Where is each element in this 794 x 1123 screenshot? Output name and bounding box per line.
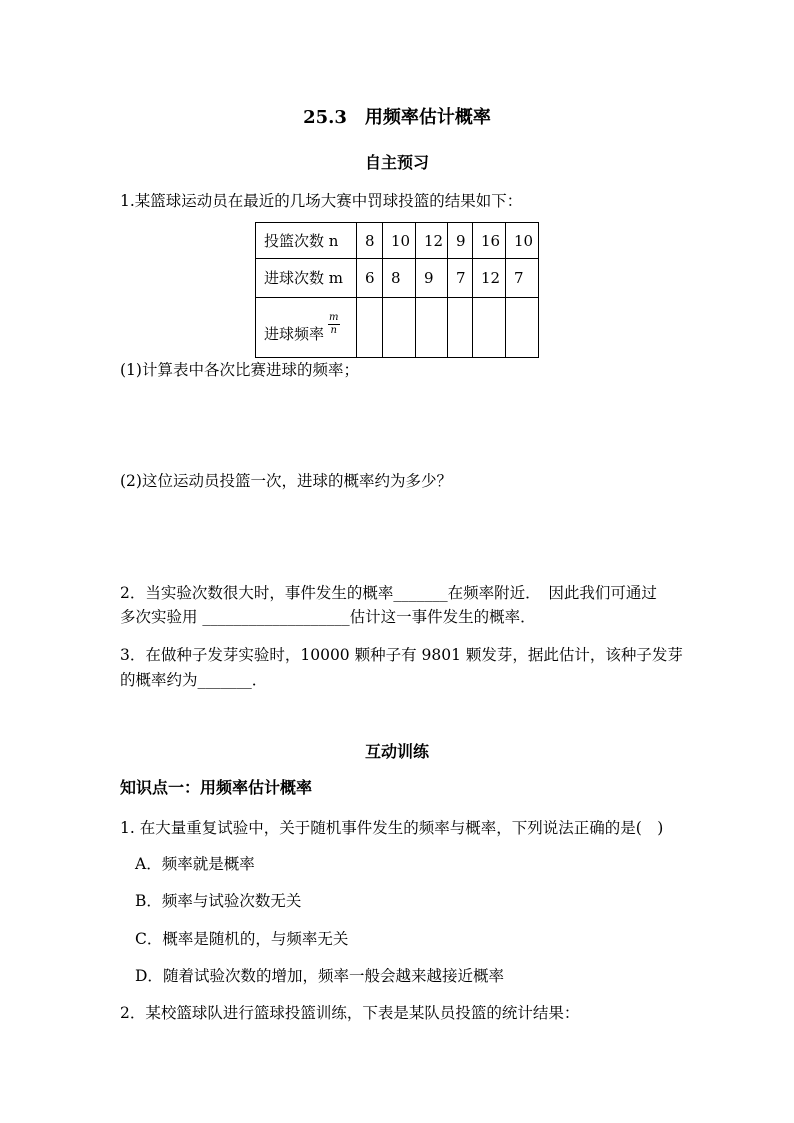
option-letter: D． [135, 967, 163, 985]
table-cell: 16 [473, 223, 506, 259]
table-cell: 7 [506, 259, 539, 298]
option-d [135, 966, 504, 986]
option-letter: C． [135, 930, 163, 948]
question-2-line-2: 多次实验用 ___________________估计这一事件发生的概率． [120, 608, 536, 626]
table-cell: 9 [448, 223, 473, 259]
table-cell: 8 [383, 259, 416, 298]
table-cell: 10 [383, 223, 416, 259]
table-cell: 9 [416, 259, 448, 298]
option-c [135, 929, 348, 949]
table-cell: 7 [448, 259, 473, 298]
option-text: 随着试验次数的增加，频率一般会越来越接近概率 [162, 967, 504, 985]
table-cell: 12 [416, 223, 448, 259]
question-1-part-2: (2)这位运动员投篮一次，进球的概率约为多少？ [120, 472, 452, 490]
question-1-stem: 1.某篮球运动员在最近的几场大赛中罚球投篮的结果如下： [120, 192, 523, 210]
table-cell-empty [473, 298, 506, 358]
table-cell-empty [416, 298, 448, 358]
question-1-part-1: (1)计算表中各次比赛进球的频率； [120, 361, 359, 379]
table-cell: 10 [506, 223, 539, 259]
row-label-made: 进球次数 m [256, 259, 357, 298]
option-text: 概率是随机的，与频率无关 [162, 930, 349, 948]
knowledge-point-heading: 知识点一：用频率估计概率 [120, 778, 313, 797]
section-heading-self-study: 自主预习 [364, 153, 429, 172]
table-cell-empty [448, 298, 473, 358]
table-cell: 6 [357, 259, 383, 298]
fraction-denominator: n [330, 324, 337, 336]
free-throw-table [255, 222, 539, 358]
option-text: 频率与试验次数无关 [161, 892, 302, 910]
practice-question-1-stem: 1. 在大量重复试验中，关于随机事件发生的频率与概率，下列说法正确的是( ) [120, 819, 664, 837]
practice-question-2-stem: 2．某校篮球队进行篮球投篮训练，下表是某队员投篮的统计结果： [120, 1004, 580, 1022]
table-cell: 12 [473, 259, 506, 298]
option-a [135, 854, 255, 874]
table-cell-empty [506, 298, 539, 358]
row-label-frequency [256, 298, 357, 358]
row-label-frequency-text: 进球频率 [264, 324, 325, 343]
fraction-numerator: m [329, 311, 339, 323]
question-3-line-1: 3．在做种子发芽实验时，10000 颗种子有 9801 颗发芽，据此估计，该种子发芽 [120, 646, 683, 664]
question-3-line-2: 的概率约为_______． [120, 671, 268, 689]
frequency-fraction [328, 313, 339, 336]
option-text: 频率就是概率 [161, 855, 255, 873]
section-heading-practice: 互动训练 [364, 742, 429, 761]
table-row-frequency [256, 298, 539, 358]
table-cell: 8 [357, 223, 383, 259]
table-row-made [256, 259, 539, 298]
table-cell-empty [383, 298, 416, 358]
table-cell-empty [357, 298, 383, 358]
table-row-attempts [256, 223, 539, 259]
row-label-attempts: 投篮次数 n [256, 223, 357, 259]
option-b [135, 891, 301, 911]
question-2-line-1: 2．当实验次数很大时，事件发生的概率_______在频率附近． 因此我们可通过 [120, 584, 657, 602]
option-letter: B． [135, 892, 162, 910]
option-letter: A． [135, 855, 162, 873]
page-title: 25.3 用频率估计概率 [303, 107, 491, 128]
